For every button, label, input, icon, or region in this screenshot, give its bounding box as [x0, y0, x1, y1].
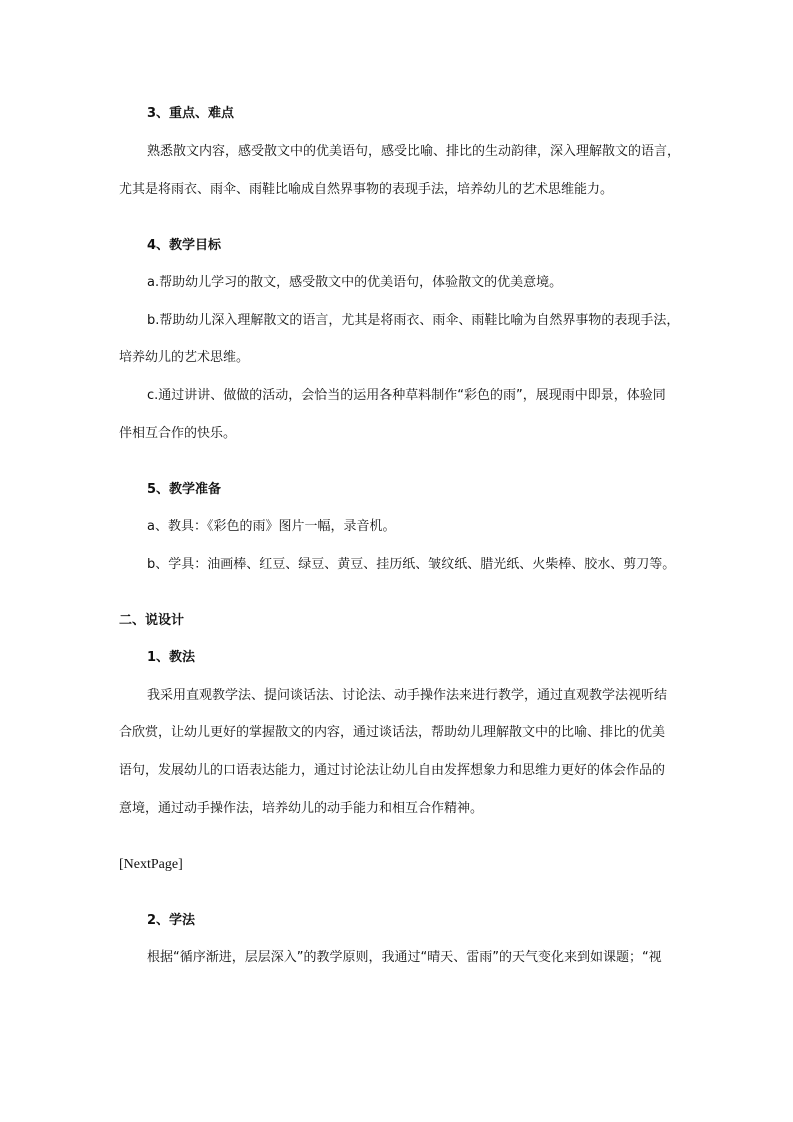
section-4-heading: 4、教学目标: [147, 238, 222, 253]
list-item: b、学具：油画棒、红豆、绿豆、黄豆、挂历纸、皱纹纸、腊光纸、火柴棒、胶水、剪刀等。: [147, 557, 676, 572]
paragraph-line: 意境，通过动手操作法，培养幼儿的动手能力和相互合作精神。: [119, 801, 484, 816]
paragraph-line: 伴相互合作的快乐。: [119, 426, 237, 441]
subsection-2-heading: 2、学法: [147, 913, 196, 928]
section-5-heading: 5、教学准备: [147, 482, 222, 497]
list-item: a.帮助幼儿学习的散文，感受散文中的优美语句，体验散文的优美意境。: [147, 275, 563, 290]
subsection-1-heading: 1、教法: [147, 650, 196, 665]
list-item: a、教具：《彩色的雨》图片一幅，录音机。: [147, 519, 396, 534]
section-3-heading: 3、重点、难点: [147, 106, 235, 121]
paragraph-line: 语句，发展幼儿的口语表达能力，通过讨论法让幼儿自由发挥想象力和思维力更好的体会作品的: [119, 763, 666, 778]
paragraph-line: 尤其是将雨衣、雨伞、雨鞋比喻成自然界事物的表现手法，培养幼儿的艺术思维能力。: [119, 182, 614, 197]
list-item: c.通过讲讲、做做的活动，会恰当的运用各种草料制作“彩色的雨”，展现雨中即景，体验同: [147, 388, 666, 403]
page-break-marker: [NextPage]: [119, 857, 183, 872]
paragraph-line: 我采用直观教学法、提问谈话法、讨论法、动手操作法来进行教学，通过直观教学法视听结: [147, 688, 668, 703]
paragraph-line: 熟悉散文内容，感受散文中的优美语句，感受比喻、排比的生动韵律，深入理解散文的语言，: [147, 144, 681, 159]
part-2-heading: 二、说设计: [119, 613, 185, 628]
list-item: b.帮助幼儿深入理解散文的语言，尤其是将雨衣、雨伞、雨鞋比喻为自然界事物的表现手法，: [147, 313, 680, 328]
paragraph-line: 培养幼儿的艺术思维。: [119, 350, 250, 365]
paragraph-line: 根据“循序渐进，层层深入”的教学原则，我通过“晴天、雷雨”的天气变化来到如课题；“视: [147, 950, 662, 965]
paragraph-line: 合欣赏，让幼儿更好的掌握散文的内容，通过谈话法，帮助幼儿理解散文中的比喻、排比的优美: [119, 725, 666, 740]
